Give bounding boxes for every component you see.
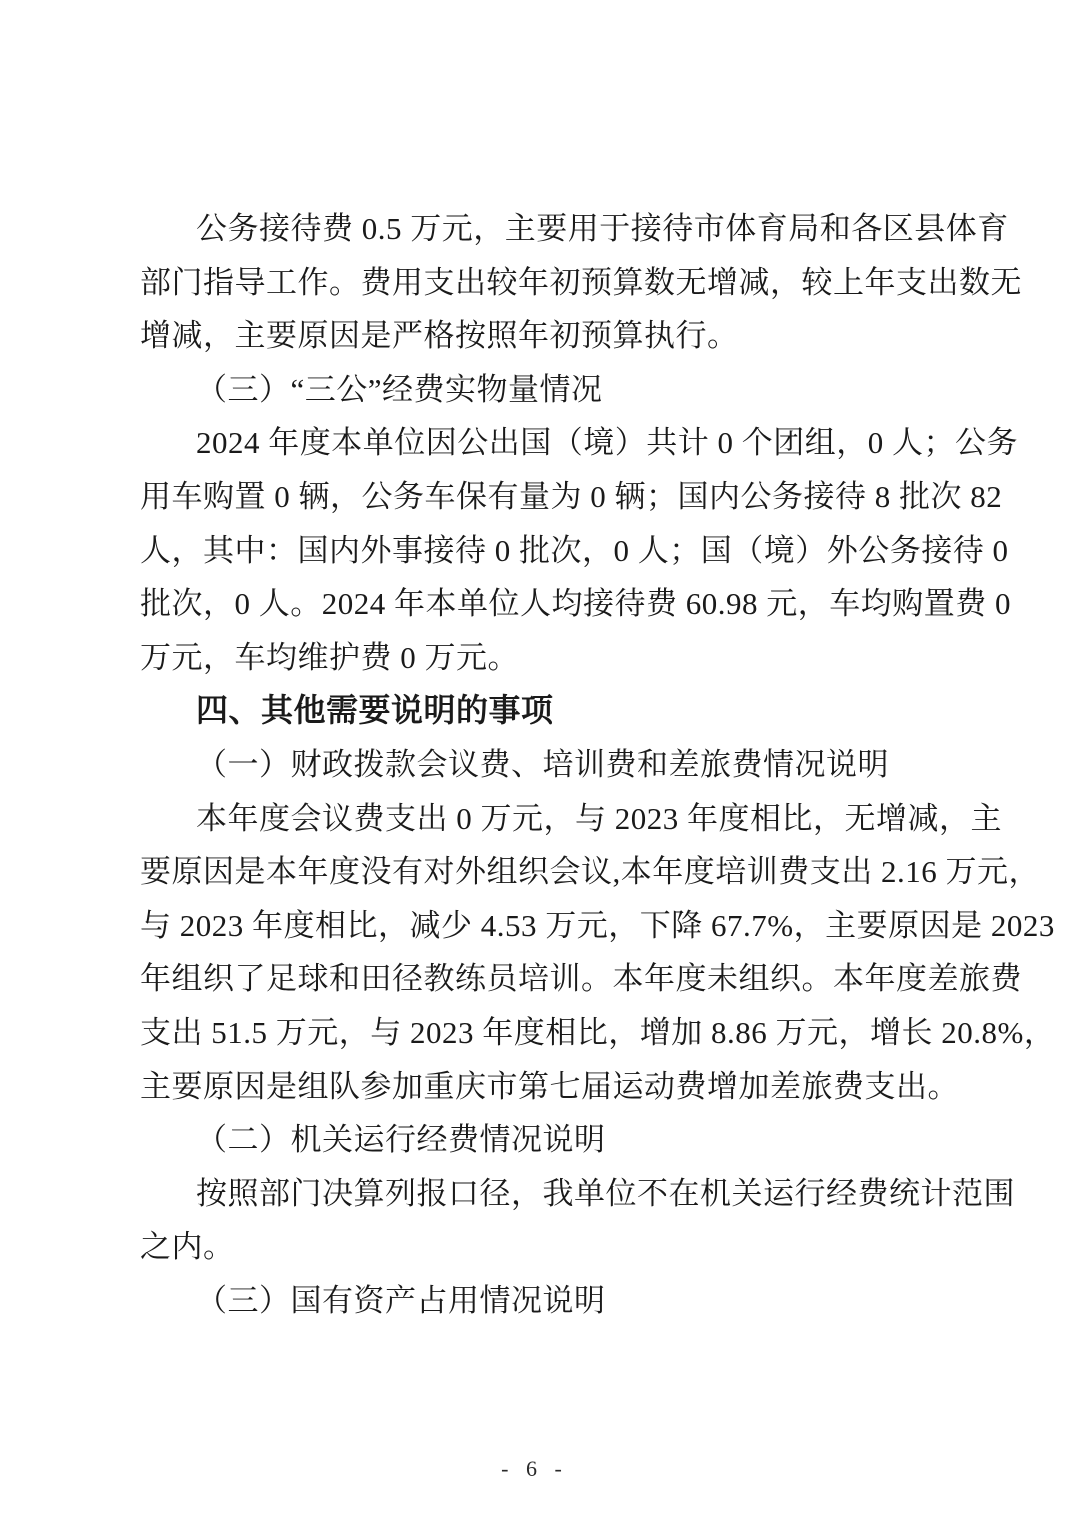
document-body [140,202,1056,1327]
body-line: 本年度会议费支出 0 万元，与 2023 年度相比，无增减，主 [196,800,1002,836]
body-line: 年组织了足球和田径教练员培训。本年度未组织。本年度差旅费 [140,961,1022,997]
body-line: 增减，主要原因是严格按照年初预算执行。 [140,318,739,354]
body-line: 部门指导工作。费用支出较年初预算数无增减，较上年支出数无 [140,264,1022,300]
subsection-heading: （二）机关运行经费情况说明 [196,1122,606,1158]
body-line: 支出 51.5 万元，与 2023 年度相比，增加 8.86 万元，增长 20.8%， [140,1014,1056,1050]
body-line: 之内。 [140,1229,235,1265]
body-line: 万元，车均维护费 0 万元。 [140,639,519,675]
subsection-heading: （三）“三公”经费实物量情况 [196,371,603,407]
body-line: 按照部门决算列报口径，我单位不在机关运行经费统计范围 [196,1175,1015,1211]
body-line: 用车购置 0 辆，公务车保有量为 0 辆；国内公务接待 8 批次 82 [140,478,1003,514]
page-number: - 6 - [501,1456,568,1481]
page-footer [0,1456,1069,1482]
body-line: 与 2023 年度相比，减少 4.53 万元，下降 67.7%，主要原因是 2023 [140,907,1055,943]
section-heading: 四、其他需要说明的事项 [196,692,554,729]
subsection-heading: （一）财政拨款会议费、培训费和差旅费情况说明 [196,746,889,782]
body-line: 公务接待费 0.5 万元，主要用于接待市体育局和各区县体育 [196,211,1009,246]
body-line: 要原因是本年度没有对外组织会议,本年度培训费支出 2.16 万元， [140,854,1040,890]
subsection-heading: （三）国有资产占用情况说明 [196,1282,606,1318]
body-line: 主要原因是组队参加重庆市第七届运动费增加差旅费支出。 [140,1068,959,1104]
body-line: 人，其中：国内外事接待 0 批次，0 人；国（境）外公务接待 0 [140,532,1009,568]
body-line: 2024 年度本单位因公出国（境）共计 0 个团组，0 人；公务 [196,425,1018,461]
body-line: 批次，0 人。2024 年本单位人均接待费 60.98 元，车均购置费 0 [140,586,1011,622]
